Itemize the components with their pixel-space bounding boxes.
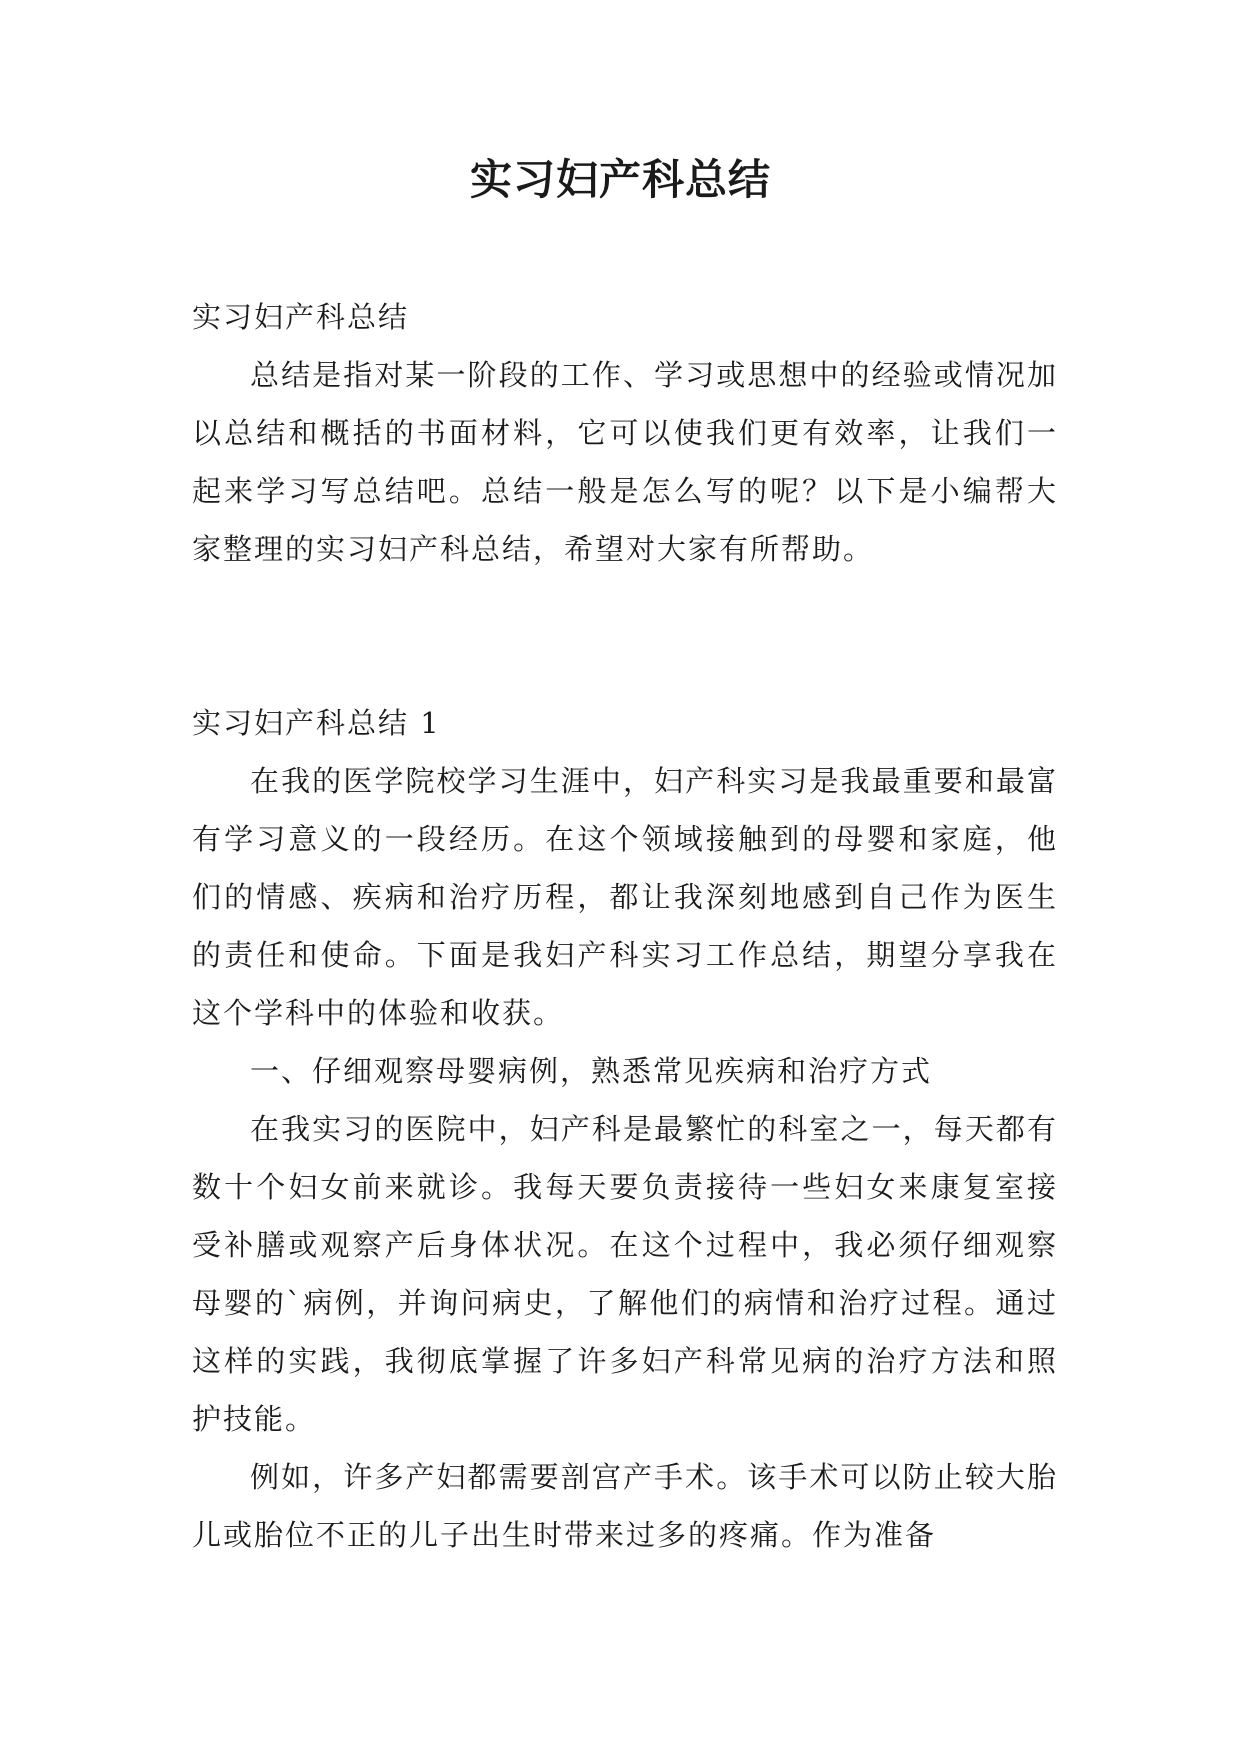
section1-subheading: 一、仔细观察母婴病例，熟悉常见疾病和治疗方式 xyxy=(250,1054,933,1088)
intro-heading: 实习妇产科总结 xyxy=(192,300,410,334)
section1-paragraph-1: 在我的医学院校学习生涯中，妇产科实习是我最重要和最富有学习意义的一段经历。在这个领域接触到的母婴和家庭，他们的情感、疾病和治疗历程，都让我深刻地感到自己作为医生的责任和使命。下面是我妇产科实习工作总结，期望分享我在这个学科中的体验和收获。 xyxy=(192,764,1058,1030)
section-spacer xyxy=(192,578,1058,694)
section1-paragraph-2: 在我实习的医院中，妇产科是最繁忙的科室之一，每天都有数十个妇女前来就诊。我每天要负责接待一些妇女来康复室接受补膳或观察产后身体状况。在这个过程中，我必须仔细观察母婴的`病例，并询问病史，了解他们的病情和治疗过程。通过这样的实践，我彻底掌握了许多妇产科常见病的治疗方法和照护技能。 xyxy=(192,1112,1058,1436)
intro-paragraph: 总结是指对某一阶段的工作、学习或思想中的经验或情况加以总结和概括的书面材料，它可以使我们更有效率，让我们一起来学习写总结吧。总结一般是怎么写的呢？以下是小编帮大家整理的实习妇产科总结，希望对大家有所帮助。 xyxy=(192,358,1058,566)
section1-heading: 实习妇产科总结 1 xyxy=(192,706,441,740)
page-title: 实习妇产科总结 xyxy=(469,155,771,204)
document-body xyxy=(192,288,1058,1564)
section1-paragraph-3: 例如，许多产妇都需要剖宫产手术。该手术可以防止较大胎儿或胎位不正的儿子出生时带来过多的疼痛。作为准备 xyxy=(192,1460,1058,1552)
